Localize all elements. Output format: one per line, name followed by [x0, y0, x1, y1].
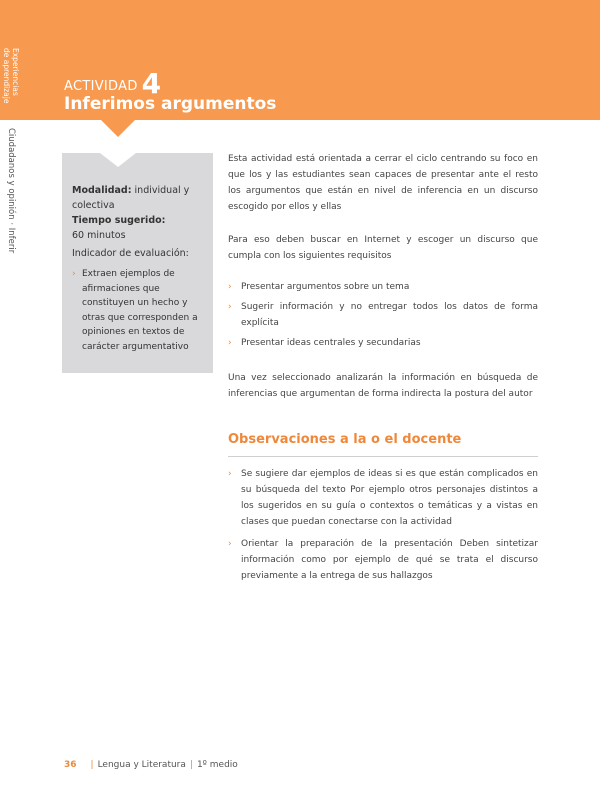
bullet-marker-icon: ›: [72, 269, 76, 279]
list-item: [228, 299, 538, 331]
observations-divider: [228, 456, 538, 457]
chapter-label: Ciudadanos y opinión · Inferir: [6, 128, 16, 254]
requirements-list: [228, 279, 538, 355]
bullet-marker-icon: ›: [228, 469, 232, 479]
bullet-marker-icon: ›: [228, 539, 232, 549]
list-item: [228, 466, 538, 530]
indicador-label: Indicador de evaluación:: [72, 248, 189, 259]
footer-grade: 1º medio: [196, 760, 238, 770]
tiempo-label: Tiempo sugerido:: [72, 215, 166, 226]
activity-number: 4: [141, 67, 162, 100]
activity-label: [64, 64, 162, 100]
list-item: [228, 536, 538, 584]
indicador-row: [72, 246, 212, 261]
indicador-item-text: Extraen ejemplos de afirmaciones que constituyen un hecho y otras que corresponden a opiniones en textos de carácter argumentativo: [82, 269, 198, 352]
side-divider: [0, 120, 18, 122]
page-footer: [64, 760, 238, 770]
activity-word: ACTIVIDAD: [64, 79, 138, 94]
page-number: 36: [64, 760, 77, 770]
tiempo-value: 60 minutos: [72, 230, 126, 241]
modalidad-value: individual y colectiva: [72, 185, 190, 211]
header-notch: [100, 119, 136, 137]
info-box-content: [72, 183, 212, 354]
section-side-tab: [0, 0, 46, 120]
intro-paragraph: Esta actividad está orientada a cerrar el ciclo centrando su foco en que los y las estudiantes sean capaces de presentar ante el resto los argumentos que están en nivel de inferencia en un discurso escogido por ellos y ellas: [228, 154, 538, 212]
modalidad-label: Modalidad:: [72, 185, 132, 196]
observations-list: [228, 466, 538, 588]
indicador-item: [72, 267, 212, 354]
activity-title: Inferimos argumentos: [64, 94, 277, 114]
observation-text: Se sugiere dar ejemplos de ideas si es que están complicados en su búsqueda del texto Por ejemplo otros personajes distintos a los sugeridos en su guía o contextos o temáticas y a vistas en clases que puedan conectarse con la actividad: [241, 469, 538, 527]
requirement-text: Presentar ideas centrales y secundarias: [241, 338, 421, 348]
info-box-notch: [100, 153, 136, 167]
footer-separator: |: [90, 760, 94, 770]
footer-separator: |: [189, 760, 193, 770]
section-label-line2: de aprendizaje: [2, 48, 11, 104]
requirements-intro: Para eso deben buscar en Internet y escoger un discurso que cumpla con los siguientes requisitos: [228, 235, 538, 261]
requirement-text: Presentar argumentos sobre un tema: [241, 282, 410, 292]
footer-subject: Lengua y Literatura: [97, 760, 186, 770]
bullet-marker-icon: ›: [228, 338, 232, 348]
observation-text: Orientar la preparación de la presentación Deben sintetizar información como por ejemplo de qué se trata el discurso previamente a la entrega de sus hallazgos: [241, 539, 538, 581]
list-item: [228, 279, 538, 295]
tiempo-row: [72, 213, 212, 243]
analysis-paragraph: Una vez seleccionado analizarán la información en búsqueda de inferencias que argumentan de forma indirecta la postura del autor: [228, 373, 538, 399]
requirement-text: Sugerir información y no entregar todos los datos de forma explícita: [241, 302, 538, 328]
section-label-line1: Experiencias: [11, 48, 20, 96]
bullet-marker-icon: ›: [228, 282, 232, 292]
observations-title: Observaciones a la o el docente: [228, 432, 462, 447]
bullet-marker-icon: ›: [228, 302, 232, 312]
modalidad-row: [72, 183, 212, 213]
list-item: [228, 335, 538, 351]
